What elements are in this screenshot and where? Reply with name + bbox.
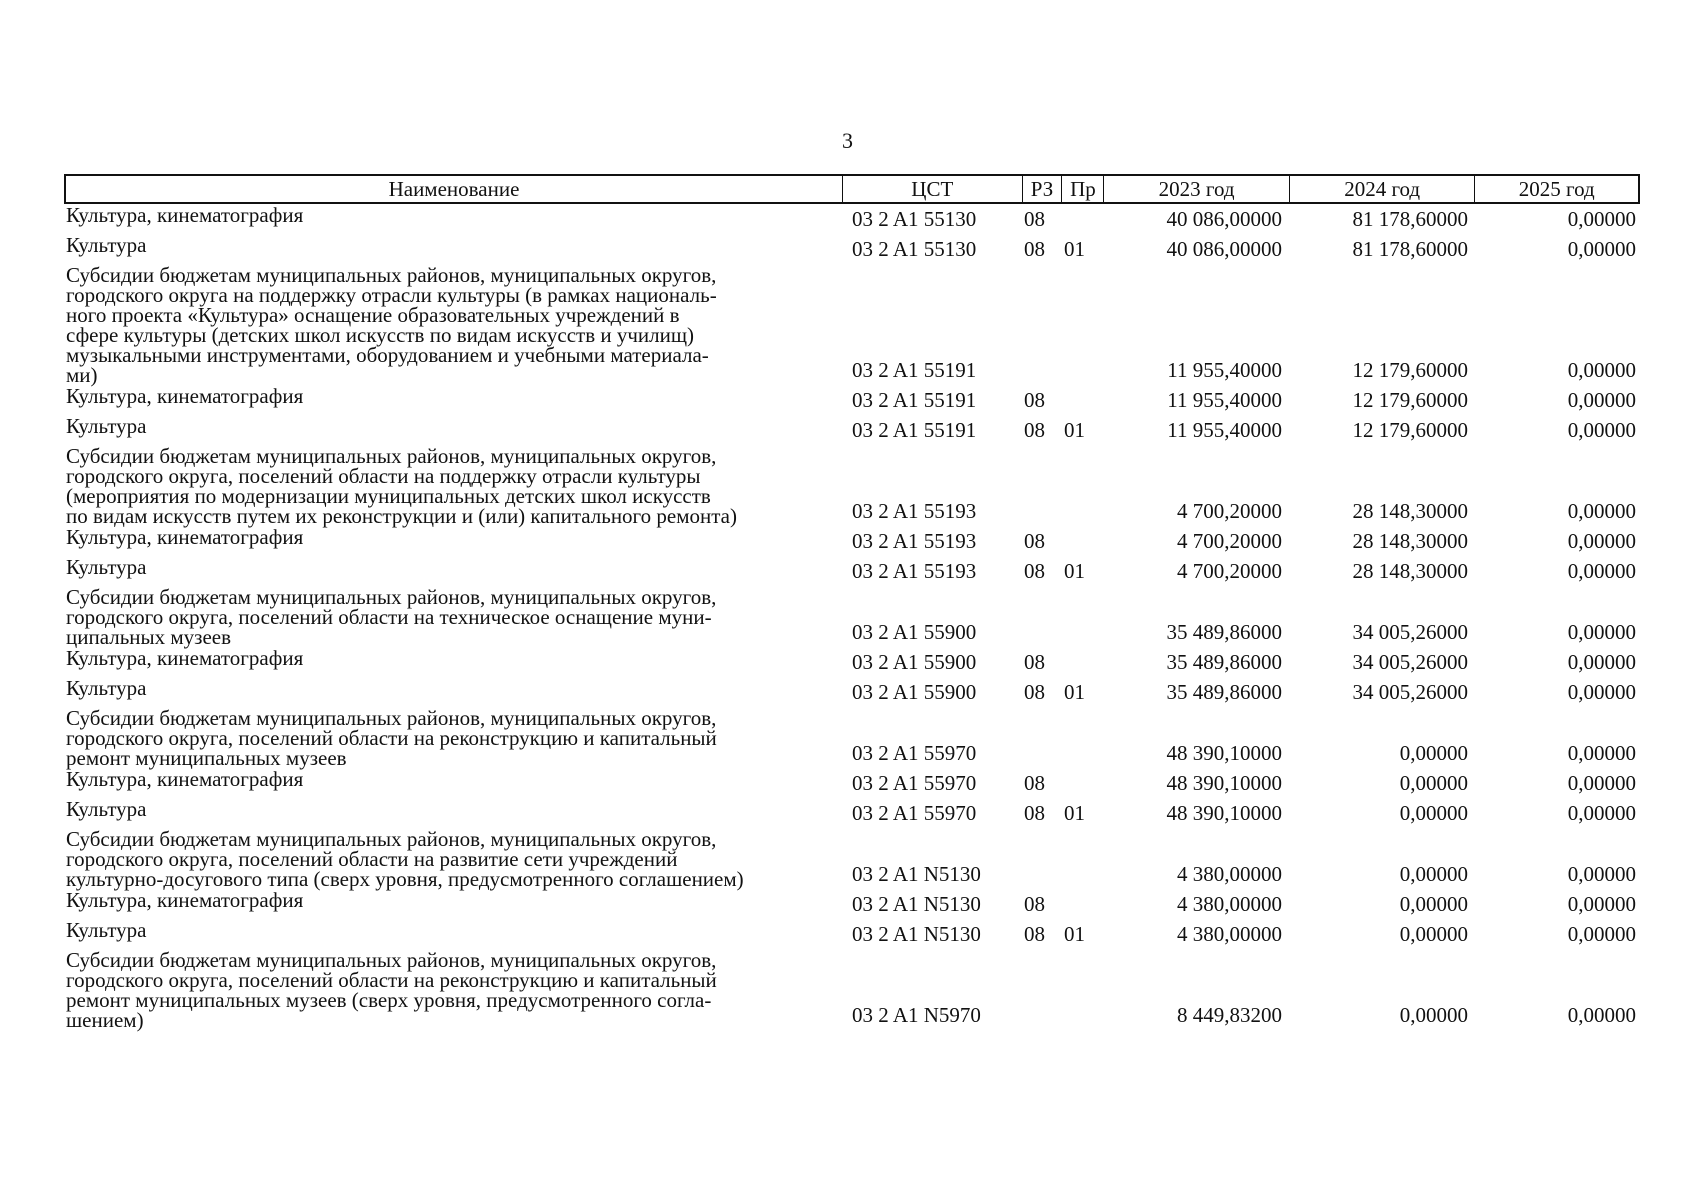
row-rz: 08 — [1024, 801, 1045, 825]
row-value-2025: 0,00000 — [1567, 358, 1636, 382]
row-name: Субсидии бюджетам муниципальных районов, муниципальных округов, городского округа, поселений области на реконструкцию и капитальный ремонт муниципальных музеев — [66, 706, 717, 770]
row-cst: 03 2 A1 55193 — [852, 559, 977, 583]
row-value-2025: 0,00000 — [1567, 801, 1636, 825]
row-value-2023: 11 955,40000 — [1167, 418, 1282, 442]
row-name: Культура, кинематография — [66, 525, 304, 549]
row-name: Субсидии бюджетам муниципальных районов, муниципальных округов, городского округа, поселений области на техническое оснащение муни- ципальных музеев — [66, 585, 717, 649]
row-name: Культура, кинематография — [66, 767, 304, 791]
row-cst: 03 2 A1 N5970 — [852, 1003, 981, 1027]
row-value-2024: 12 179,60000 — [1352, 388, 1468, 412]
row-value-2023: 4 380,00000 — [1177, 862, 1282, 886]
row-value-2023: 35 489,86000 — [1166, 680, 1282, 704]
table-row — [64, 889, 1640, 919]
table-row — [64, 415, 1640, 445]
row-value-2023: 35 489,86000 — [1166, 620, 1282, 644]
row-name: Культура, кинематография — [66, 888, 304, 912]
table-header — [64, 174, 1640, 204]
table-row — [64, 445, 1640, 526]
row-cst: 03 2 A1 55900 — [852, 620, 977, 644]
row-value-2024: 81 178,60000 — [1352, 207, 1468, 231]
row-rz: 08 — [1024, 771, 1045, 795]
row-name: Субсидии бюджетам муниципальных районов, муниципальных округов, городского округа, поселений области на поддержку отрасли культуры (мероприятия по модернизации муниципальных детских школ искусств по видам искусств путем их реконструкции и (или) капитального ремонта) — [66, 444, 737, 528]
table-row — [64, 798, 1640, 828]
row-value-2025: 0,00000 — [1567, 1003, 1636, 1027]
row-value-2025: 0,00000 — [1567, 892, 1636, 916]
row-value-2023: 8 449,83200 — [1177, 1003, 1282, 1027]
row-value-2024: 0,00000 — [1399, 771, 1468, 795]
row-value-2024: 12 179,60000 — [1352, 358, 1468, 382]
row-value-2024: 0,00000 — [1399, 922, 1468, 946]
row-cst: 03 2 A1 N5130 — [852, 892, 981, 916]
header-name: Наименование — [388, 177, 520, 201]
table-row — [64, 586, 1640, 647]
row-value-2023: 40 086,00000 — [1166, 207, 1282, 231]
row-value-2023: 48 390,10000 — [1166, 741, 1282, 765]
row-name: Культура — [66, 797, 147, 821]
row-cst: 03 2 A1 55191 — [852, 388, 977, 412]
row-rz: 08 — [1024, 207, 1045, 231]
row-value-2025: 0,00000 — [1567, 680, 1636, 704]
row-cst: 03 2 A1 55191 — [852, 358, 977, 382]
table-row — [64, 264, 1640, 385]
row-value-2024: 81 178,60000 — [1352, 237, 1468, 261]
table-row — [64, 677, 1640, 707]
row-value-2025: 0,00000 — [1567, 207, 1636, 231]
row-value-2024: 0,00000 — [1399, 741, 1468, 765]
row-value-2024: 12 179,60000 — [1352, 418, 1468, 442]
row-pr: 01 — [1064, 922, 1085, 946]
table-row — [64, 919, 1640, 949]
table-row — [64, 768, 1640, 798]
table-row — [64, 385, 1640, 415]
row-pr: 01 — [1064, 418, 1085, 442]
budget-table — [64, 174, 1640, 1030]
row-name: Субсидии бюджетам муниципальных районов, муниципальных округов, городского округа, поселений области на реконструкцию и капитальный ремонт муниципальных музеев (сверх уровня, предусмотренного согла- шением) — [66, 948, 717, 1032]
row-rz: 08 — [1024, 650, 1045, 674]
row-cst: 03 2 A1 55970 — [852, 741, 977, 765]
header-2025: 2025 год — [1474, 176, 1638, 202]
row-name: Культура — [66, 555, 147, 579]
row-value-2023: 40 086,00000 — [1166, 237, 1282, 261]
row-cst: 03 2 A1 55900 — [852, 650, 977, 674]
row-value-2025: 0,00000 — [1567, 388, 1636, 412]
row-name: Культура — [66, 414, 147, 438]
row-value-2023: 48 390,10000 — [1166, 801, 1282, 825]
header-2023: 2023 год — [1103, 176, 1289, 202]
row-value-2025: 0,00000 — [1567, 237, 1636, 261]
row-name: Культура — [66, 676, 147, 700]
row-rz: 08 — [1024, 388, 1045, 412]
header-2024: 2024 год — [1289, 176, 1475, 202]
header-cst: ЦСТ — [842, 176, 1022, 202]
row-name: Субсидии бюджетам муниципальных районов, муниципальных округов, городского округа на поддержку отрасли культуры (в рамках националь- ного проекта «Культура» оснащение образовательных учреждений в сфере культуры (детских школ искусств по видам искусств и училищ) музыкальными инструментами, оборудованием и учебными материала- ми) — [66, 263, 717, 387]
row-name: Культура — [66, 233, 147, 257]
row-rz: 08 — [1024, 922, 1045, 946]
row-value-2025: 0,00000 — [1567, 862, 1636, 886]
row-value-2024: 0,00000 — [1399, 1003, 1468, 1027]
row-name: Культура, кинематография — [66, 646, 304, 670]
page-number: 3 — [842, 128, 853, 153]
row-value-2024: 28 148,30000 — [1352, 529, 1468, 553]
row-value-2025: 0,00000 — [1567, 418, 1636, 442]
table-body — [64, 204, 1640, 1030]
row-value-2025: 0,00000 — [1567, 529, 1636, 553]
table-row — [64, 828, 1640, 889]
row-value-2023: 4 700,20000 — [1177, 499, 1282, 523]
header-rz: РЗ — [1022, 176, 1062, 202]
table-row — [64, 556, 1640, 586]
row-value-2023: 4 380,00000 — [1177, 922, 1282, 946]
row-value-2025: 0,00000 — [1567, 559, 1636, 583]
row-value-2025: 0,00000 — [1567, 771, 1636, 795]
row-value-2023: 11 955,40000 — [1167, 358, 1282, 382]
table-row — [64, 707, 1640, 768]
row-value-2024: 34 005,26000 — [1352, 620, 1468, 644]
row-pr: 01 — [1064, 237, 1085, 261]
row-value-2024: 0,00000 — [1399, 801, 1468, 825]
row-value-2024: 0,00000 — [1399, 862, 1468, 886]
row-cst: 03 2 A1 N5130 — [852, 862, 981, 886]
row-name: Культура, кинематография — [66, 203, 304, 227]
table-row — [64, 204, 1640, 234]
row-cst: 03 2 A1 55191 — [852, 418, 977, 442]
row-cst: 03 2 A1 55130 — [852, 207, 977, 231]
row-value-2025: 0,00000 — [1567, 620, 1636, 644]
row-value-2025: 0,00000 — [1567, 741, 1636, 765]
row-name: Культура — [66, 918, 147, 942]
row-cst: 03 2 A1 55130 — [852, 237, 977, 261]
header-pr: Пр — [1061, 176, 1103, 202]
row-value-2023: 35 489,86000 — [1166, 650, 1282, 674]
row-value-2024: 28 148,30000 — [1352, 499, 1468, 523]
row-value-2023: 4 380,00000 — [1177, 892, 1282, 916]
row-pr: 01 — [1064, 680, 1085, 704]
row-cst: 03 2 A1 55900 — [852, 680, 977, 704]
row-rz: 08 — [1024, 529, 1045, 553]
row-rz: 08 — [1024, 418, 1045, 442]
row-value-2023: 11 955,40000 — [1167, 388, 1282, 412]
row-rz: 08 — [1024, 237, 1045, 261]
row-cst: 03 2 A1 55193 — [852, 499, 977, 523]
row-rz: 08 — [1024, 680, 1045, 704]
row-value-2025: 0,00000 — [1567, 922, 1636, 946]
row-value-2024: 0,00000 — [1399, 892, 1468, 916]
row-rz: 08 — [1024, 892, 1045, 916]
row-value-2024: 34 005,26000 — [1352, 650, 1468, 674]
table-row — [64, 234, 1640, 264]
row-value-2024: 34 005,26000 — [1352, 680, 1468, 704]
row-value-2023: 4 700,20000 — [1177, 559, 1282, 583]
table-row — [64, 949, 1640, 1030]
row-cst: 03 2 A1 N5130 — [852, 922, 981, 946]
row-pr: 01 — [1064, 559, 1085, 583]
row-value-2025: 0,00000 — [1567, 499, 1636, 523]
row-rz: 08 — [1024, 559, 1045, 583]
row-value-2023: 4 700,20000 — [1177, 529, 1282, 553]
table-row — [64, 647, 1640, 677]
row-value-2025: 0,00000 — [1567, 650, 1636, 674]
row-name: Культура, кинематография — [66, 384, 304, 408]
row-cst: 03 2 A1 55970 — [852, 771, 977, 795]
row-pr: 01 — [1064, 801, 1085, 825]
table-row — [64, 526, 1640, 556]
row-cst: 03 2 A1 55970 — [852, 801, 977, 825]
row-value-2024: 28 148,30000 — [1352, 559, 1468, 583]
row-value-2023: 48 390,10000 — [1166, 771, 1282, 795]
row-name: Субсидии бюджетам муниципальных районов, муниципальных округов, городского округа, поселений области на развитие сети учреждений культурно-досугового типа (сверх уровня, предусмотренного соглашением) — [66, 827, 744, 891]
row-cst: 03 2 A1 55193 — [852, 529, 977, 553]
